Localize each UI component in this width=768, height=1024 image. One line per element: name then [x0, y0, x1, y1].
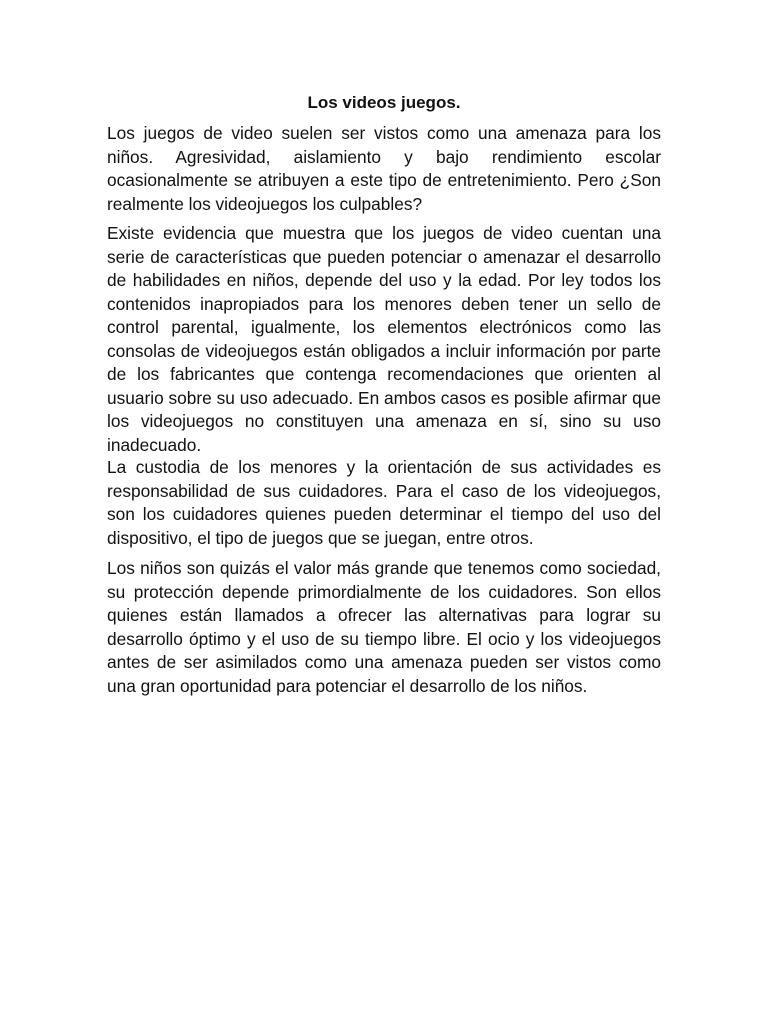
- paragraph-2: Existe evidencia que muestra que los juegos de video cuentan una serie de características que pueden potenciar o amenazar el desarrollo de habilidades en niños, depende del uso y la edad. Por ley todos los contenidos inapropiados para los menores deben tener un sello de control parental, igualmente, los elementos electrónicos como las consolas de videojuegos están obligados a incluir información por parte de los fabricantes que contenga recomendaciones que orienten al usuario sobre su uso adecuado. En ambos casos es posible afirmar que los videojuegos no constituyen una amenaza en sí, sino su uso inadecuado.: [107, 223, 661, 455]
- paragraph-3: La custodia de los menores y la orientación de sus actividades es responsabilidad de sus cuidadores. Para el caso de los videojuegos, son los cuidadores quienes pueden determinar el tiempo del uso del dispositivo, el tipo de juegos que se juegan, entre otros.: [107, 457, 661, 548]
- document-title: Los videos juegos.: [307, 93, 461, 112]
- paragraph-4: Los niños son quizás el valor más grande que tenemos como sociedad, su protección depende primordialmente de los cuidadores. Son ellos quienes están llamados a ofrecer las alternativas para lograr su desarrollo óptimo y el uso de su tiempo libre. El ocio y los videojuegos antes de ser asimilados como una amenaza pueden ser vistos como una gran oportunidad para potenciar el desarrollo de los niños.: [107, 558, 661, 696]
- paragraph-1: Los juegos de video suelen ser vistos como una amenaza para los niños. Agresividad, aislamiento y bajo rendimiento escolar ocasionalmente se atribuyen a este tipo de entretenimiento. Pero ¿Son realmente los videojuegos los culpables?: [107, 123, 661, 214]
